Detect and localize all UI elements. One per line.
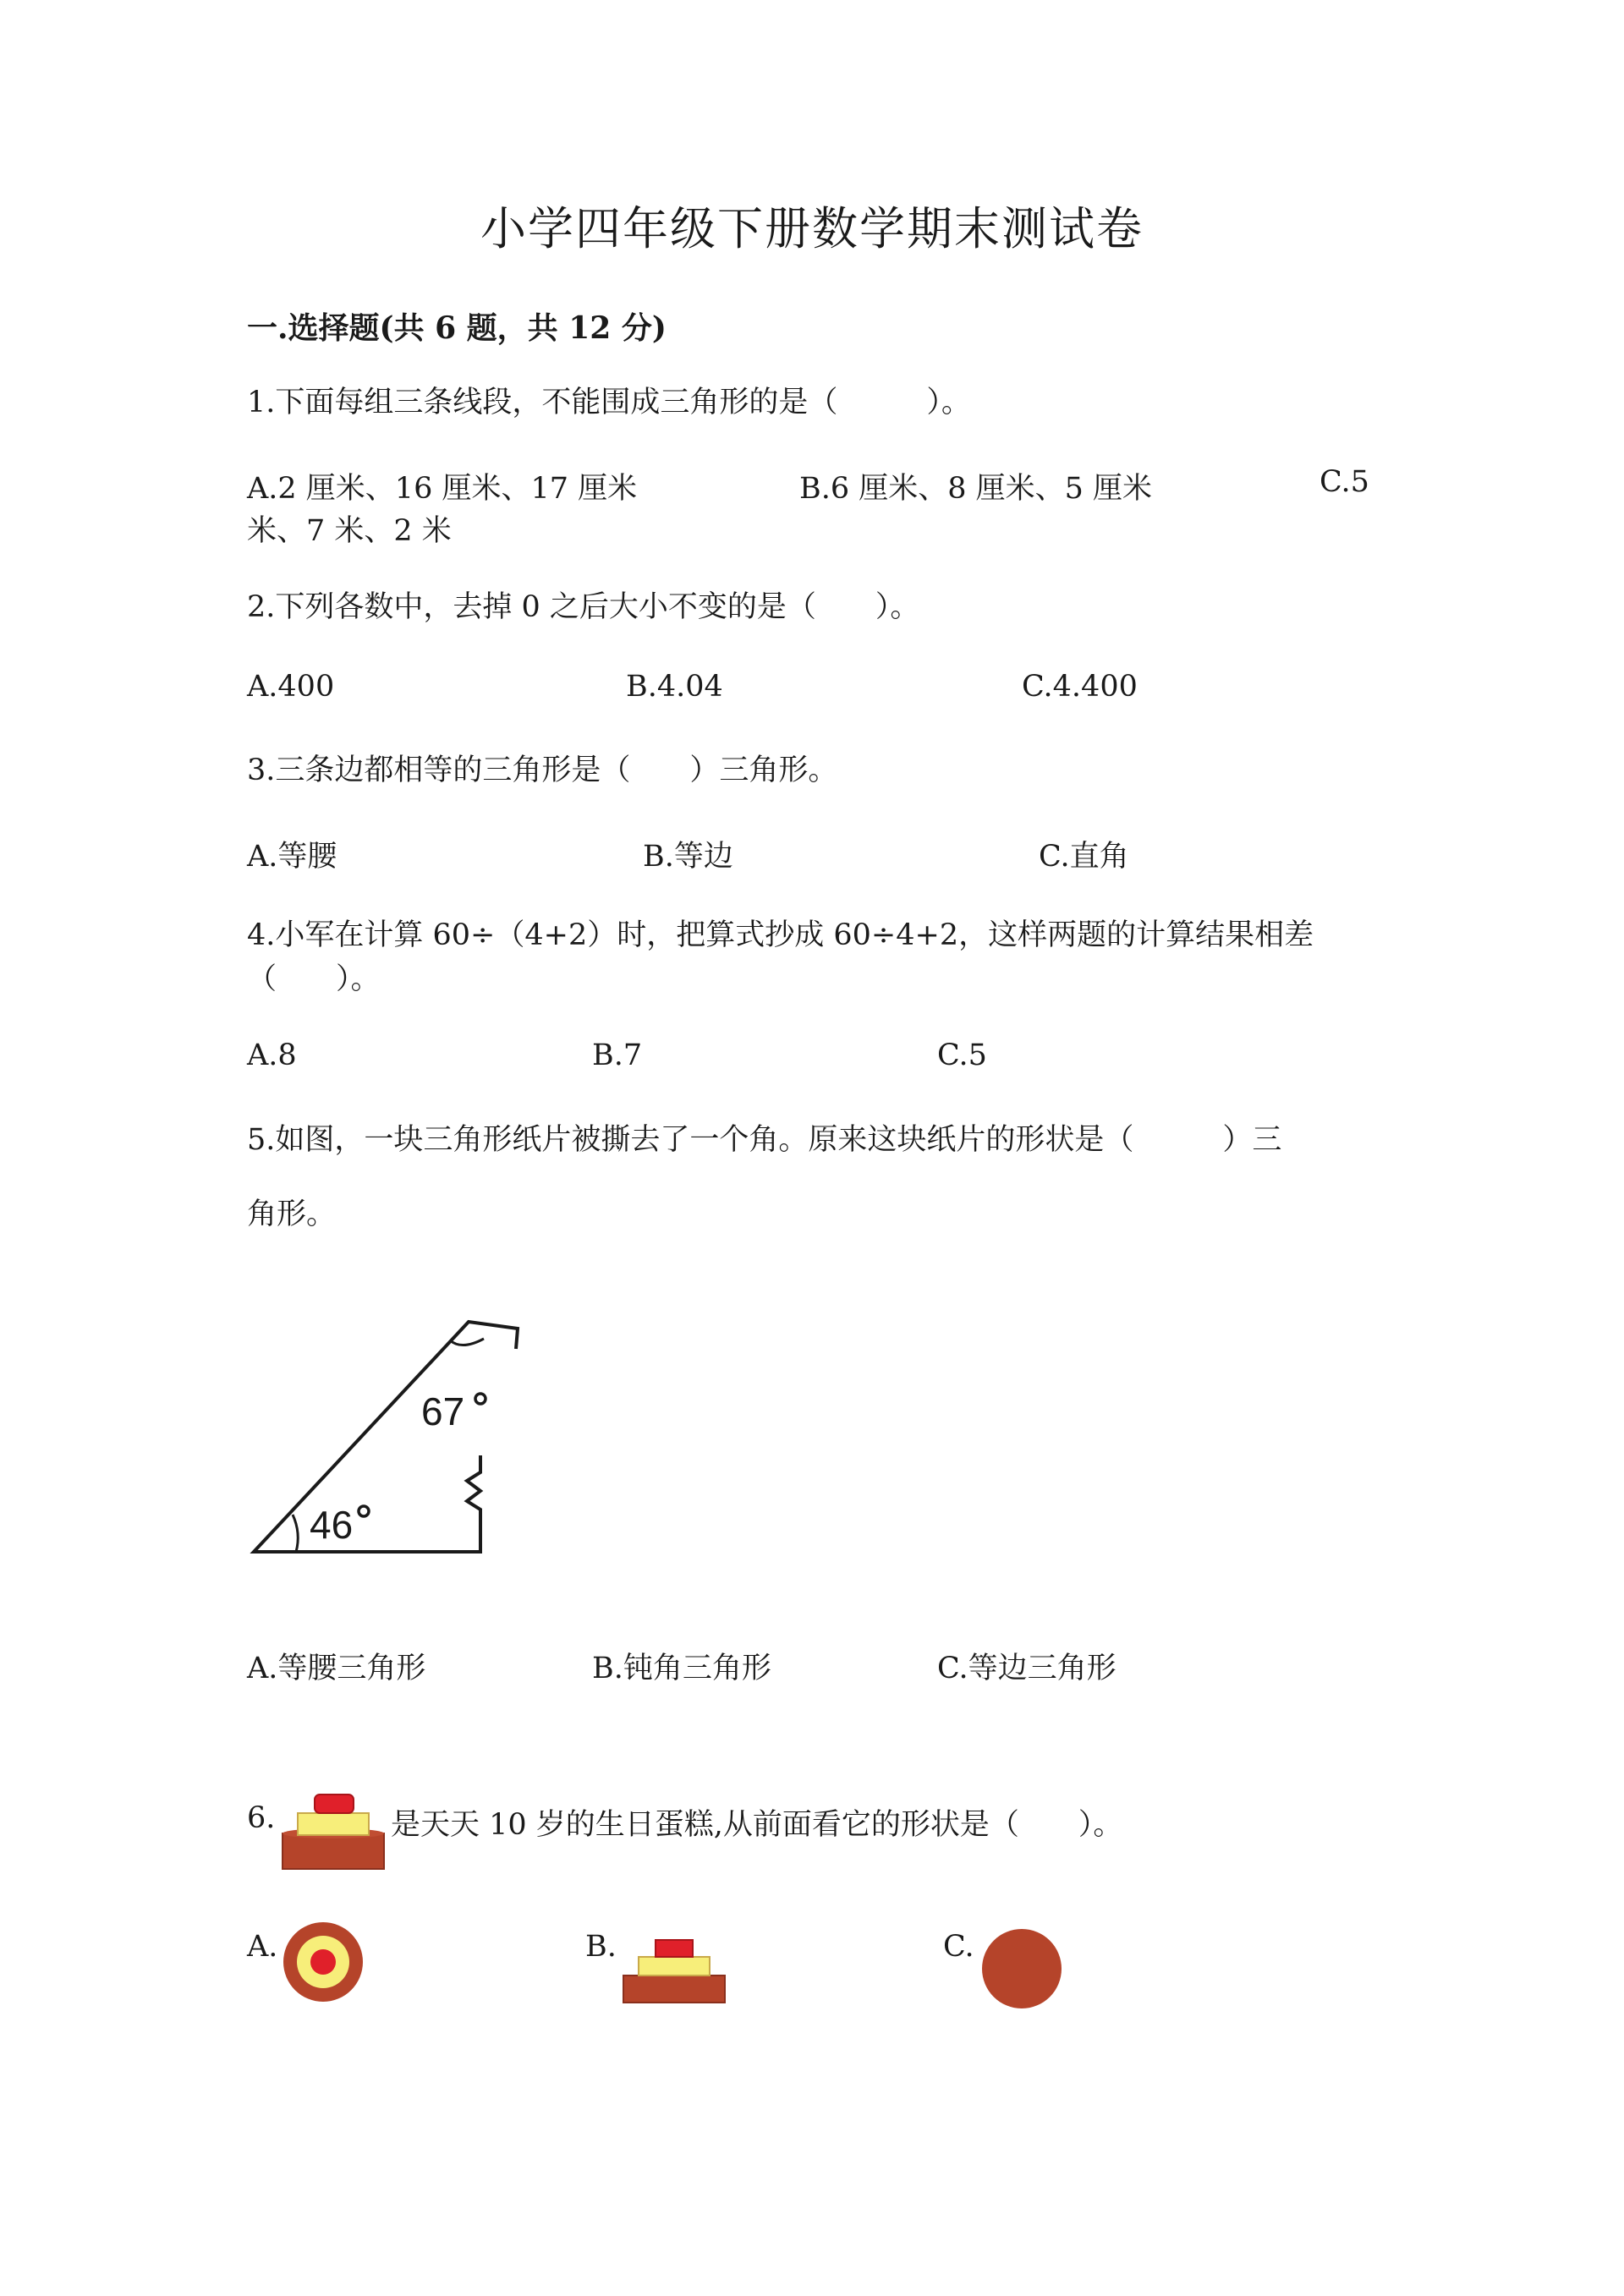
question-1-option-c[interactable]: C.5 <box>1320 465 1369 499</box>
option-b-front-view-icon[interactable] <box>622 1937 727 2004</box>
top-view-center <box>310 1949 336 1975</box>
question-4-option-a[interactable]: A.8 <box>247 1038 297 1072</box>
question-3-option-a[interactable]: A.等腰 <box>247 840 337 874</box>
front-view-bottom <box>623 1975 725 2003</box>
question-6-option-c-letter[interactable]: C. <box>943 1930 974 1964</box>
question-2-option-b[interactable]: B.4.04 <box>626 670 723 704</box>
question-4-option-b[interactable]: B.7 <box>592 1038 643 1072</box>
option-a-top-view-icon[interactable] <box>281 1920 365 2004</box>
question-3-option-b[interactable]: B.等边 <box>643 840 733 874</box>
solid-circle <box>982 1929 1062 2008</box>
question-5-option-a[interactable]: A.等腰三角形 <box>247 1652 426 1685</box>
question-2-stem: 2.下列各数中，去掉 0 之后大小不变的是（ ）。 <box>247 590 920 624</box>
question-6-number: 6. <box>247 1801 276 1835</box>
question-6-option-a-letter[interactable]: A. <box>247 1930 278 1964</box>
birthday-cake-image <box>281 1791 387 1872</box>
question-2-option-c[interactable]: C.4.400 <box>1022 670 1138 704</box>
question-5-stem-line1: 5.如图，一块三角形纸片被撕去了一个角。原来这块纸片的形状是（ ）三 <box>247 1123 1282 1157</box>
question-2-option-a[interactable]: A.400 <box>247 670 335 704</box>
angle-label-46: 46 <box>310 1503 354 1547</box>
angle-label-67: 67 <box>421 1389 465 1433</box>
question-1-stem: 1.下面每组三条线段，不能围成三角形的是（ ）。 <box>247 386 971 419</box>
question-1-option-b[interactable]: B.6 厘米、8 厘米、5 厘米 <box>799 472 1153 506</box>
torn-triangle-figure <box>245 1307 533 1560</box>
cake-middle-layer <box>298 1813 369 1835</box>
bottom-angle-arc <box>293 1515 298 1552</box>
cake-bottom-layer <box>283 1833 384 1869</box>
front-view-top <box>656 1940 693 1957</box>
section-title: 一.选择题(共 6 题，共 12 分) <box>247 310 667 346</box>
question-1-option-a[interactable]: A.2 厘米、16 厘米、17 厘米 <box>247 472 638 506</box>
question-4-stem-line1: 4.小军在计算 60÷（4+2）时，把算式抄成 60÷4+2，这样两题的计算结果相差 <box>247 918 1314 952</box>
question-1-option-c-continued: 米、7 米、2 米 <box>247 514 452 548</box>
option-c-circle-icon[interactable] <box>979 1926 1064 2011</box>
question-5-option-c[interactable]: C.等边三角形 <box>937 1652 1116 1685</box>
top-angle-arc <box>450 1339 484 1345</box>
page-title: 小学四年级下册数学期末测试卷 <box>480 202 1144 255</box>
degree-mark-67 <box>475 1394 486 1404</box>
degree-mark-46 <box>359 1506 369 1516</box>
question-5-stem-line2: 角形。 <box>247 1197 337 1231</box>
question-3-stem: 3.三条边都相等的三角形是（ ）三角形。 <box>247 753 838 787</box>
cake-top-layer <box>315 1795 354 1813</box>
question-3-option-c[interactable]: C.直角 <box>1039 840 1129 874</box>
question-6-stem: 是天天 10 岁的生日蛋糕,从前面看它的形状是（ ）。 <box>391 1808 1123 1842</box>
question-4-stem-line2: （ ）。 <box>247 962 381 996</box>
question-5-option-b[interactable]: B.钝角三角形 <box>592 1652 771 1685</box>
question-4-option-c[interactable]: C.5 <box>937 1038 987 1072</box>
question-6-option-b-letter[interactable]: B. <box>585 1930 617 1964</box>
front-view-middle <box>639 1957 710 1975</box>
